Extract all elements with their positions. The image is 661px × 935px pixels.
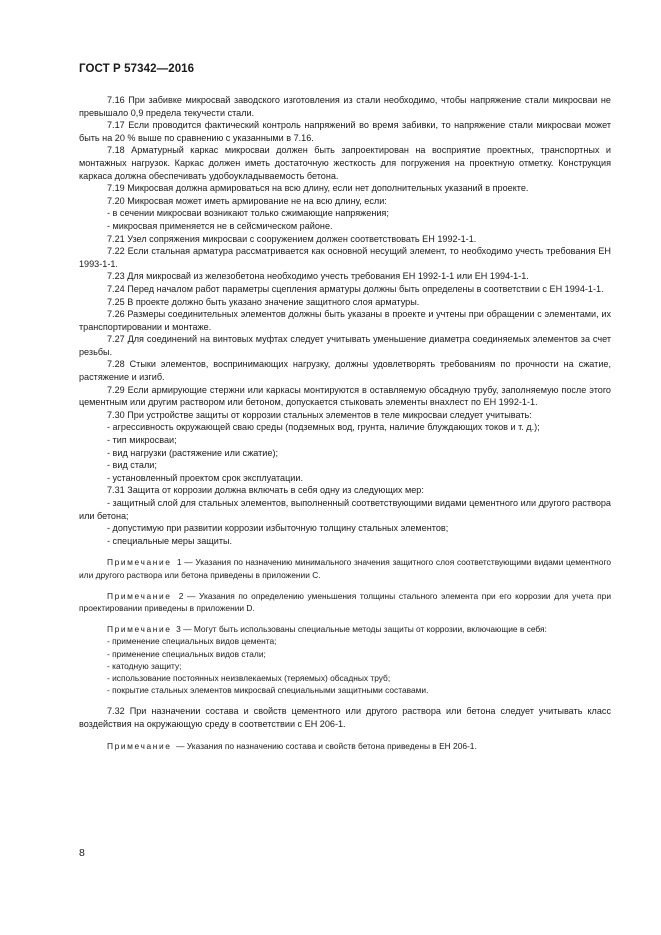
note-label: Примечание — [107, 624, 172, 635]
clause-7-27: 7.27 Для соединений на винтовых муфтах следует учитывать уменьшение диаметра соединяемых элементов за счет резьбы. — [79, 334, 611, 357]
clause-7-18: 7.18 Арматурный каркас микросваи должен быть запроектирован на восприятие проектных, транспортных и монтажных нагрузок. Каркас должен иметь достаточную жесткость для погружения на проектную отметку. Конструкция каркаса должна обеспечивать удобоукладываемость бетона. — [79, 145, 611, 181]
note-3-text: 3 — Могут быть использованы специальные методы защиты от коррозии, включающие в себя: — [176, 624, 547, 635]
note-3 — [79, 623, 611, 635]
note-4 — [79, 740, 611, 752]
clause-7-30-item: - вид нагрузки (растяжение или сжатие); — [107, 447, 278, 458]
note-label: Примечание — [107, 740, 172, 751]
document-body — [79, 94, 611, 752]
clause-7-31-item: - специальные меры защиты. — [107, 535, 233, 546]
clause-7-16: 7.16 При забивке микросвай заводского изготовления из стали необходимо, чтобы напряжение стали микросваи не превышало 0,9 предела текучести стали. — [79, 95, 611, 118]
clause-7-22: 7.22 Если стальная арматура рассматривается как основной несущий элемент, то необходимо учесть требования ЕН 1993-1-1. — [79, 246, 611, 269]
note-2-text: 2 — Указания по определению уменьшения толщины стального элемента при его коррозии для учета при проектировании приведены в приложении D. — [79, 590, 611, 613]
clause-7-25: 7.25 В проекте должно быть указано значение защитного слоя арматуры. — [107, 296, 420, 307]
note-label: Примечание — [107, 557, 172, 568]
clause-7-30: 7.30 При устройстве защиты от коррозии стальных элементов в теле микросваи следует учитывать: — [107, 409, 532, 420]
clause-7-20-item: - в сечении микросваи возникают только сжимающие напряжения; — [107, 208, 389, 219]
clause-7-30-item: - агрессивность окружающей сваю среды (подземных вод, грунта, наличие блуждающих токов и т. д.); — [107, 422, 540, 433]
note-label: Примечание — [107, 590, 172, 601]
clause-7-24: 7.24 Перед началом работ параметры сцепления арматуры должны быть определены в соответствии с ЕН 1994-1-1. — [107, 283, 604, 294]
clause-7-20: 7.20 Микросвая может иметь армирование не на всю длину, если: — [107, 195, 387, 206]
note-1 — [79, 556, 611, 580]
note-3-item: - покрытие стальных элементов микросвай специальными защитными составами. — [107, 685, 429, 696]
note-3-item: - применение специальных видов цемента; — [107, 636, 277, 647]
clause-7-21: 7.21 Узел сопряжения микросваи с сооружением должен соответствовать ЕН 1992-1-1. — [107, 233, 477, 244]
clause-7-31-item: - допустимую при развитии коррозии избыточную толщину стальных элементов; — [107, 523, 449, 534]
note-3-item: - применение специальных видов стали; — [107, 648, 266, 659]
clause-7-23: 7.23 Для микросвай из железобетона необходимо учесть требования ЕН 1992-1-1 или ЕН 1994-1-1. — [107, 271, 529, 282]
note-4-text: — Указания по назначению состава и свойств бетона приведены в ЕН 206-1. — [176, 740, 477, 751]
note-1-text: 1 — Указания по назначению минимального значения защитного слоя соответствующими видами цементного или другого раствора или бетона приведены в приложении С. — [79, 557, 611, 580]
document-header: ГОСТ Р 57342—2016 — [79, 63, 195, 75]
clause-7-26: 7.26 Размеры соединительных элементов должны быть указаны в проекте и учтены при обращении с элементами, их транспортировании и монтаже. — [79, 309, 611, 332]
clause-7-28: 7.28 Стыки элементов, воспринимающих нагрузку, должны удовлетворять требованиям по прочности на сжатие, растяжение и изгиб. — [79, 359, 611, 383]
clause-7-30-item: - вид стали; — [107, 460, 157, 471]
clause-7-29: 7.29 Если армирующие стержни или каркасы монтируются в оставляемую обсадную трубу, заполняемую после этого цементным или другим раствором или бетоном, допускается стыковать элементы внахлест по ЕН 1992-1-1. — [79, 384, 611, 408]
clause-7-17: 7.17 Если проводится фактический контроль напряжений во время забивки, то напряжение стали микросваи может быть на 20 % выше по сравнению с указанными в 7.16. — [79, 120, 611, 143]
clause-7-31: 7.31 Защита от коррозии должна включать в себя одну из следующих мер: — [107, 485, 424, 496]
clause-7-30-item: - тип микросваи; — [107, 435, 177, 446]
clause-7-31-item: - защитный слой для стальных элементов, выполненный соответствующими видами цементного или другого раствора или бетона; — [79, 498, 611, 521]
clause-7-20-item: - микросвая применяется не в сейсмическом районе. — [107, 220, 333, 231]
note-3-item: - использование постоянных неизвлекаемых (теряемых) обсадных труб; — [107, 673, 391, 683]
note-3-item: - катодную защиту; — [107, 660, 182, 671]
clause-7-30-item: - установленный проектом срок эксплуатации. — [107, 472, 303, 483]
clause-7-19: 7.19 Микросвая должна армироваться на всю длину, если нет дополнительных указаний в проекте. — [107, 183, 529, 194]
clause-7-32: 7.32 При назначении состава и свойств цементного или другого раствора или бетона следует учитывать класс воздействия на окружающую среду в соответствии с ЕН 206-1. — [79, 706, 611, 729]
page-number: 8 — [79, 847, 85, 859]
note-2 — [79, 590, 611, 614]
